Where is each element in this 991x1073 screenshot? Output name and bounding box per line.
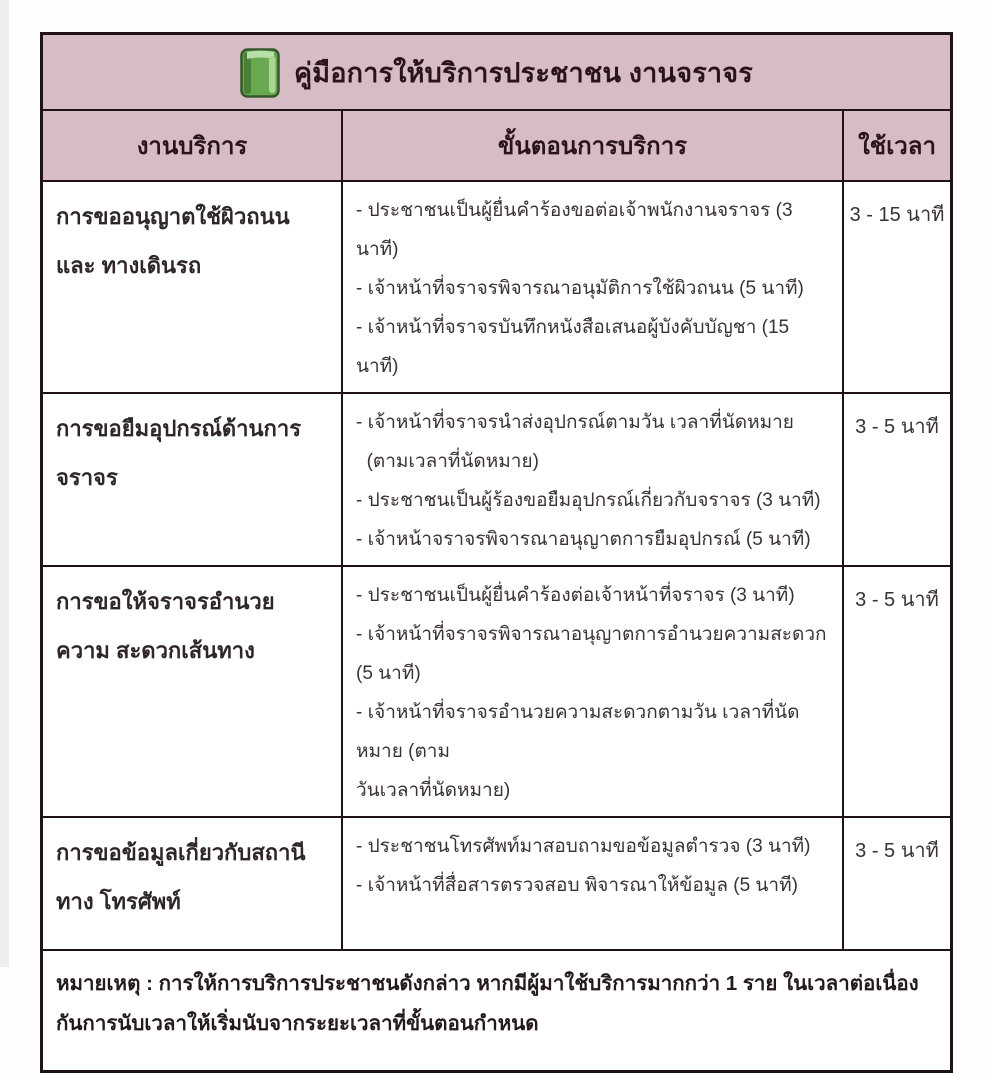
- step-line: - เจ้าหน้าที่จราจรนำส่งอุปกรณ์ตามวัน เวลาที่นัดหมาย: [356, 412, 794, 433]
- service-cell: การขออนุญาตใช้ผิวถนนและ ทางเดินรถ: [43, 182, 343, 392]
- service-cell: การขอข้อมูลเกี่ยวกับสถานีทาง โทรศัพท์: [43, 818, 343, 949]
- steps-cell: [343, 567, 844, 816]
- step-line: - เจ้าหน้าที่จราจรบันทึกหนังสือเสนอผู้บังคับบัญชา (15 นาที): [356, 317, 795, 377]
- table-row: [43, 567, 950, 818]
- page-title: คู่มือการให้บริการประชาชน งานจราจร: [293, 57, 754, 88]
- step-line: วันเวลาที่นัดหมาย): [356, 780, 511, 801]
- header-steps: ขั้นตอนการบริการ: [343, 111, 844, 180]
- table-row: [43, 818, 950, 951]
- step-line: - ประชาชนโทรศัพท์มาสอบถามขอข้อมูลตำรวจ (3 นาที): [356, 836, 811, 857]
- service-cell: การขอยืมอุปกรณ์ด้านการจราจร: [43, 394, 343, 565]
- header-service: งานบริการ: [43, 111, 343, 180]
- table-header-row: [43, 111, 950, 182]
- step-line: - เจ้าหน้าที่จราจรพิจารณาอนุมัติการใช้ผิวถนน (5 นาที): [356, 278, 804, 299]
- table-note: หมายเหตุ : การให้การบริการประชาชนดังกล่าว หากมีผู้มาใช้บริการมากกว่า 1 ราย ในเวลาต่อเนื่องกันการนับเวลาให้เริ่มนับจากระยะเวลาที่ขั้นตอนกำหนด: [43, 951, 950, 1070]
- service-manual-table: [40, 32, 953, 1073]
- page-left-edge: [0, 0, 9, 967]
- steps-cell: [343, 182, 844, 392]
- table-row: [43, 394, 950, 567]
- header-time: ใช้เวลา: [858, 133, 936, 160]
- time-cell: 3 - 5 นาที: [855, 589, 939, 611]
- steps-cell: [343, 394, 844, 565]
- time-cell: 3 - 15 นาที: [849, 204, 945, 226]
- table-row: [43, 182, 950, 394]
- service-cell: การขอให้จราจรอำนวยความ สะดวกเส้นทาง: [43, 567, 343, 816]
- time-cell: 3 - 5 นาที: [855, 416, 939, 438]
- step-line: - เจ้าหน้าจราจรพิจารณาอนุญาตการยืมอุปกรณ์ (5 นาที): [356, 529, 811, 550]
- step-line: - เจ้าหน้าที่จราจรพิจารณาอนุญาตการอำนวยความสะดวก (5 นาที): [356, 624, 832, 684]
- step-line: - เจ้าหน้าที่สื่อสารตรวจสอบ พิจารณาให้ข้อมูล (5 นาที): [356, 875, 798, 896]
- time-cell: 3 - 5 นาที: [855, 840, 939, 862]
- green-book-icon: [240, 48, 280, 98]
- step-line: - เจ้าหน้าที่จราจรอำนวยความสะดวกตามวัน เวลาที่นัดหมาย (ตาม: [356, 702, 800, 762]
- step-line: (ตามเวลาที่นัดหมาย): [356, 451, 539, 472]
- title-bar: [43, 35, 950, 111]
- step-line: - ประชาชนเป็นผู้ยื่นคำร้องขอต่อเจ้าพนักงานจราจร (3 นาที): [356, 200, 798, 260]
- step-line: - ประชาชนเป็นผู้ร้องขอยืมอุปกรณ์เกี่ยวกับจราจร (3 นาที): [356, 490, 821, 511]
- step-line: - ประชาชนเป็นผู้ยื่นคำร้องต่อเจ้าหน้าที่จราจร (3 นาที): [356, 585, 795, 606]
- steps-cell: [343, 818, 844, 949]
